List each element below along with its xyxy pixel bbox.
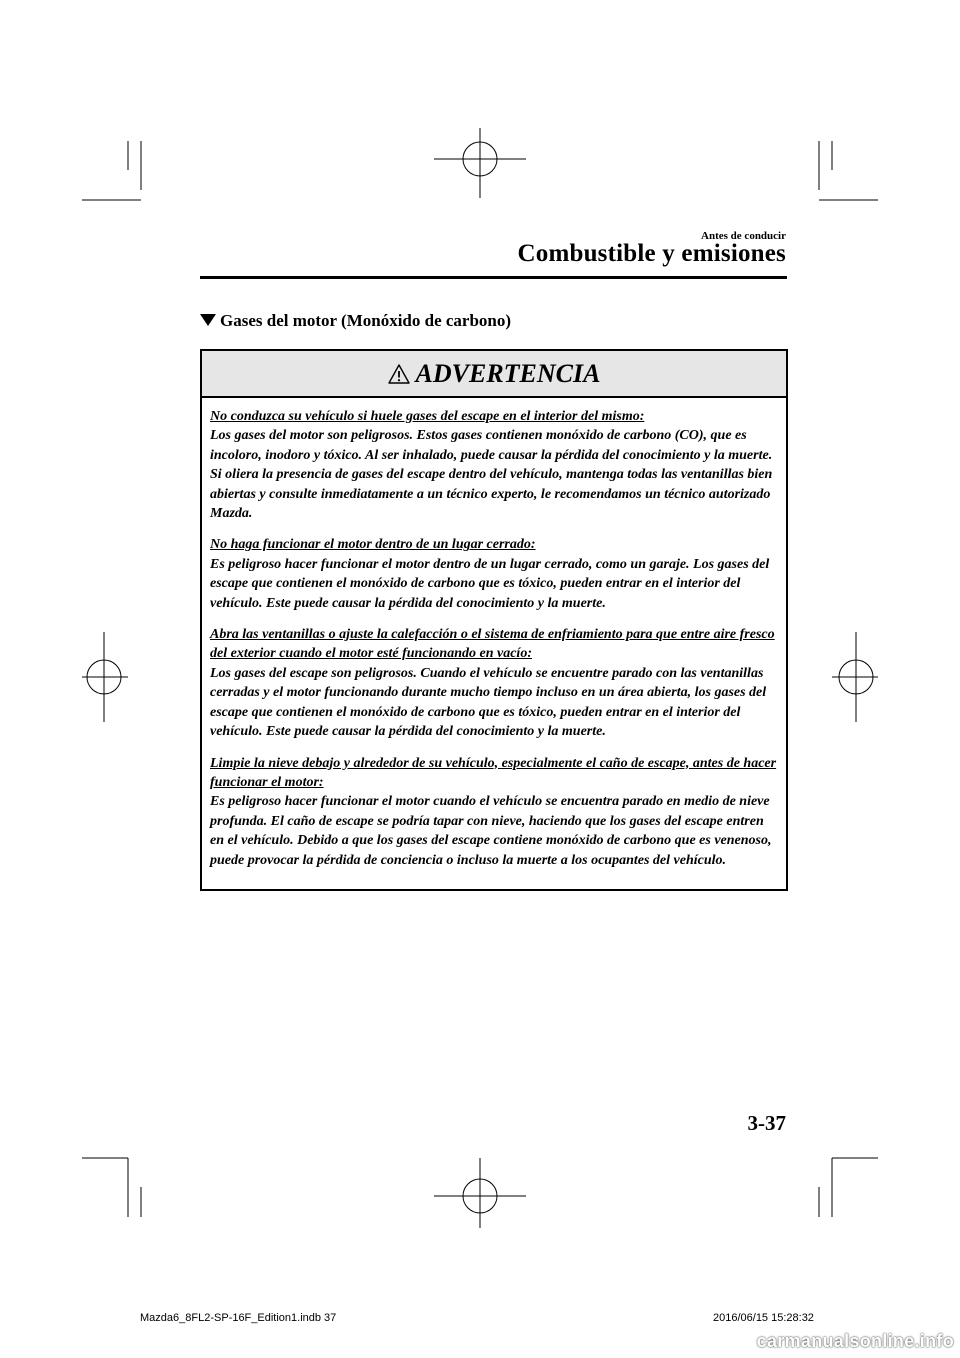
warning-paragraph-title: Abra las ventanillas o ajuste la calefacción o el sistema de enfriamiento para que entre aire fresco del exterior cuando el motor esté funcionando en vacío: — [210, 627, 775, 662]
warning-body — [202, 398, 786, 870]
warning-paragraph-text: Es peligroso hacer funcionar el motor dentro de un lugar cerrado, como un garaje. Los gases del escape que contienen el monóxido de carbono que es tóxico, pueden entrar en el interior del vehículo. Este puede causar la pérdida del conocimiento y la muerte. — [210, 556, 770, 611]
section-heading — [200, 311, 511, 331]
footer-timestamp: 2016/06/15 15:28:32 — [713, 1312, 814, 1324]
warning-paragraph — [210, 535, 778, 613]
warning-title: ADVERTENCIA — [415, 358, 601, 388]
warning-paragraph-text: Los gases del motor son peligrosos. Estos gases contienen monóxido de carbono (CO), que es incoloro, inodoro y tóxico. Al ser inhalado, puede causar la pérdida del conocimiento y la muerte. Si oliera la presencia de gases del escape dentro del vehículo, mantenga todas las ventanillas bien abiertas y consulte inmediatamente a un técnico experto, le recomendamos un técnico autorizado Mazda. — [210, 428, 773, 522]
section-heading-text: Gases del motor (Monóxido de carbono) — [220, 311, 512, 330]
triangle-down-icon — [200, 314, 216, 326]
warning-paragraph-title: Limpie la nieve debajo y alrededor de su vehículo, especialmente el caño de escape, antes de hacer funcionar el motor: — [210, 755, 777, 790]
warning-header — [202, 351, 786, 398]
warning-paragraph-text: Es peligroso hacer funcionar el motor cuando el vehículo se encuentra parado en medio de nieve profunda. El caño de escape se podría tapar con nieve, haciendo que los gases del escape entren en el vehículo. Debido a que los gases del escape contiene monóxido de carbono que es venenoso, puede provocar la pérdida de conciencia o incluso la muerte a los ocupantes del vehículo. — [210, 794, 772, 868]
warning-paragraph — [210, 625, 778, 741]
section-label: Antes de conducir — [701, 230, 786, 242]
header-divider — [200, 276, 787, 279]
warning-triangle-icon — [388, 364, 410, 384]
warning-paragraph-text: Los gases del escape son peligrosos. Cuando el vehículo se encuentre parado con las ventanillas cerradas y el motor funcionando durante mucho tiempo incluso en un área abierta, los gases del escape que contienen el monóxido de carbono que es tóxico, pueden entrar en el interior del vehículo. Este puede causar la pérdida del conocimiento y la muerte. — [210, 665, 767, 740]
chapter-title: Combustible y emisiones — [517, 240, 786, 267]
footer-file-info: Mazda6_8FL2-SP-16F_Edition1.indb 37 — [140, 1312, 337, 1324]
page-number: 3-37 — [747, 1111, 786, 1135]
warning-paragraph-title: No conduzca su vehículo si huele gases del escape en el interior del mismo: — [210, 409, 645, 424]
warning-paragraph — [210, 754, 778, 870]
warning-box — [200, 349, 788, 891]
warning-paragraph-title: No haga funcionar el motor dentro de un lugar cerrado: — [210, 537, 536, 553]
watermark: carmanualsonline.info — [756, 1331, 954, 1351]
warning-paragraph — [210, 407, 778, 523]
